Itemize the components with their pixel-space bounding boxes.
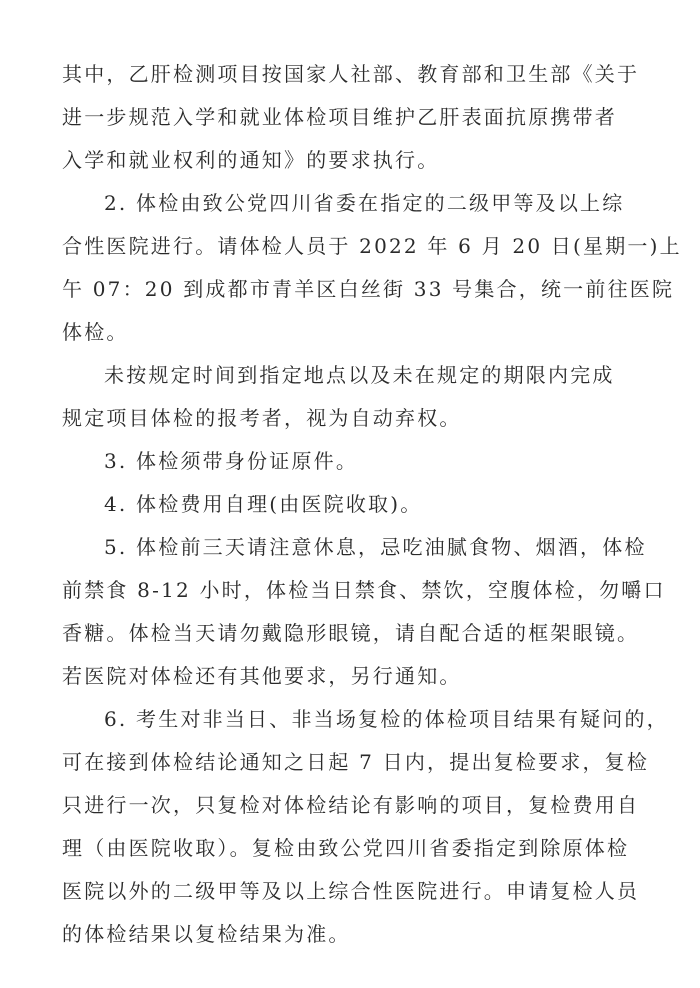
item-3: 3. 体检须带身份证原件。	[104, 449, 359, 473]
item-2-line-2: 合性医院进行。请体检人员于 2022 年 6 月 20 日(星期一)上	[62, 234, 682, 258]
item-6-line-5: 医院以外的二级甲等及以上综合性医院进行。申请复检人员	[62, 879, 640, 903]
text-line-1: 其中，乙肝检测项目按国家人社部、教育部和卫生部《关于	[62, 62, 640, 86]
item-5-line-1: 5. 体检前三天请注意休息，忌吃油腻食物、烟酒，体检	[104, 535, 647, 559]
item-2-line-4: 体检。	[62, 320, 129, 344]
item-4: 4. 体检费用自理(由医院收取)。	[104, 492, 423, 516]
item-6-line-1: 6. 考生对非当日、非当场复检的体检项目结果有疑问的，	[104, 707, 669, 731]
item-6-line-3: 只进行一次，只复检对体检结论有影响的项目，复检费用自	[62, 793, 640, 817]
note-line-2: 规定项目体检的报考者，视为自动弃权。	[62, 406, 462, 430]
item-5-line-4: 若医院对体检还有其他要求，另行通知。	[62, 664, 462, 688]
text-line-3: 入学和就业权利的通知》的要求执行。	[62, 148, 440, 172]
item-5-line-2: 前禁食 8-12 小时，体检当日禁食、禁饮，空腹体检，勿嚼口	[62, 578, 666, 602]
note-line-1: 未按规定时间到指定地点以及未在规定的期限内完成	[104, 363, 615, 387]
item-2-line-3: 午 07：20 到成都市青羊区白丝街 33 号集合，统一前往医院	[62, 277, 675, 301]
item-2-line-1: 2. 体检由致公党四川省委在指定的二级甲等及以上综	[104, 191, 625, 215]
item-6-line-6: 的体检结果以复检结果为准。	[62, 922, 351, 946]
item-6-line-4: 理（由医院收取）。复检由致公党四川省委指定到除原体检	[62, 836, 630, 860]
item-5-line-3: 香糖。体检当天请勿戴隐形眼镜，请自配合适的框架眼镜。	[62, 621, 640, 645]
text-line-2: 进一步规范入学和就业体检项目维护乙肝表面抗原携带者	[62, 105, 617, 129]
item-6-line-2: 可在接到体检结论通知之日起 7 日内，提出复检要求，复检	[62, 750, 650, 774]
